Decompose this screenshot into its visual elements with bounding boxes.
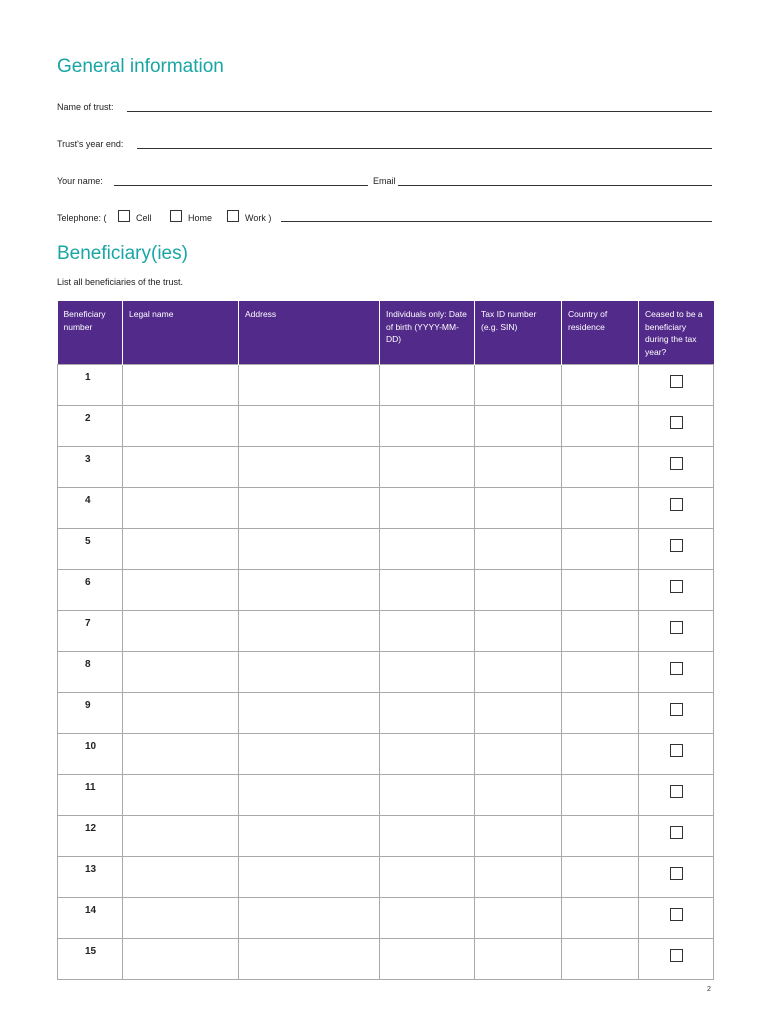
table-row xyxy=(58,446,714,487)
date-of-birth-cell[interactable] xyxy=(380,815,475,856)
table-row xyxy=(58,651,714,692)
beneficiary-number-cell: 10 xyxy=(58,733,123,774)
country-cell[interactable] xyxy=(562,897,639,938)
table-row xyxy=(58,815,714,856)
legal-name-cell[interactable] xyxy=(123,856,239,897)
legal-name-cell[interactable] xyxy=(123,938,239,979)
legal-name-cell[interactable] xyxy=(123,897,239,938)
beneficiary-number-cell: 3 xyxy=(58,446,123,487)
address-cell[interactable] xyxy=(239,610,380,651)
cell-label: Cell xyxy=(136,213,152,223)
ceased-cell xyxy=(639,446,714,487)
tax-id-cell[interactable] xyxy=(475,487,562,528)
date-of-birth-cell[interactable] xyxy=(380,897,475,938)
ceased-cell xyxy=(639,610,714,651)
date-of-birth-cell[interactable] xyxy=(380,528,475,569)
ceased-cell xyxy=(639,938,714,979)
legal-name-cell[interactable] xyxy=(123,446,239,487)
column-header-date-of-birth: Individuals only: Date of birth (YYYY-MM-DD) xyxy=(380,301,475,364)
telephone-field[interactable] xyxy=(281,221,712,222)
tax-id-cell[interactable] xyxy=(475,528,562,569)
legal-name-cell[interactable] xyxy=(123,487,239,528)
date-of-birth-cell[interactable] xyxy=(380,405,475,446)
address-cell[interactable] xyxy=(239,733,380,774)
date-of-birth-cell[interactable] xyxy=(380,364,475,405)
work-checkbox[interactable] xyxy=(227,210,239,222)
address-cell[interactable] xyxy=(239,364,380,405)
work-label: Work ) xyxy=(245,213,272,223)
tax-id-cell[interactable] xyxy=(475,405,562,446)
address-cell[interactable] xyxy=(239,774,380,815)
ceased-cell xyxy=(639,569,714,610)
ceased-cell xyxy=(639,815,714,856)
ceased-cell xyxy=(639,651,714,692)
country-cell[interactable] xyxy=(562,651,639,692)
legal-name-cell[interactable] xyxy=(123,610,239,651)
table-row xyxy=(58,569,714,610)
table-row xyxy=(58,692,714,733)
home-label: Home xyxy=(188,213,213,223)
country-cell[interactable] xyxy=(562,364,639,405)
column-header-ceased: Ceased to be a beneficiary during the tax year? xyxy=(639,301,714,364)
address-cell[interactable] xyxy=(239,487,380,528)
ceased-checkbox[interactable] xyxy=(670,826,683,839)
date-of-birth-cell[interactable] xyxy=(380,856,475,897)
ceased-checkbox[interactable] xyxy=(670,416,683,429)
legal-name-cell[interactable] xyxy=(123,528,239,569)
address-cell[interactable] xyxy=(239,446,380,487)
beneficiary-number-cell: 4 xyxy=(58,487,123,528)
legal-name-cell[interactable] xyxy=(123,692,239,733)
ceased-checkbox[interactable] xyxy=(670,867,683,880)
address-cell[interactable] xyxy=(239,856,380,897)
table-row xyxy=(58,897,714,938)
address-cell[interactable] xyxy=(239,651,380,692)
ceased-checkbox[interactable] xyxy=(670,744,683,757)
table-row xyxy=(58,938,714,979)
country-cell[interactable] xyxy=(562,528,639,569)
tax-id-cell[interactable] xyxy=(475,610,562,651)
ceased-checkbox[interactable] xyxy=(670,703,683,716)
legal-name-cell[interactable] xyxy=(123,569,239,610)
date-of-birth-cell[interactable] xyxy=(380,774,475,815)
address-cell[interactable] xyxy=(239,938,380,979)
beneficiaries-instructions: List all beneficiaries of the trust. xyxy=(57,277,184,287)
ceased-cell xyxy=(639,856,714,897)
country-cell[interactable] xyxy=(562,610,639,651)
beneficiary-number-cell: 14 xyxy=(58,897,123,938)
date-of-birth-cell[interactable] xyxy=(380,651,475,692)
address-cell[interactable] xyxy=(239,692,380,733)
country-cell[interactable] xyxy=(562,569,639,610)
tax-id-cell[interactable] xyxy=(475,364,562,405)
tax-id-cell[interactable] xyxy=(475,815,562,856)
legal-name-cell[interactable] xyxy=(123,733,239,774)
table-header-row xyxy=(58,301,714,364)
table-row xyxy=(58,487,714,528)
tax-id-cell[interactable] xyxy=(475,446,562,487)
date-of-birth-cell[interactable] xyxy=(380,692,475,733)
beneficiary-number-cell: 5 xyxy=(58,528,123,569)
beneficiary-number-cell: 9 xyxy=(58,692,123,733)
name-of-trust-label: Name of trust: xyxy=(57,102,114,112)
ceased-checkbox[interactable] xyxy=(670,375,683,388)
date-of-birth-cell[interactable] xyxy=(380,487,475,528)
tax-id-cell[interactable] xyxy=(475,692,562,733)
tax-id-cell[interactable] xyxy=(475,774,562,815)
ceased-cell xyxy=(639,364,714,405)
address-cell[interactable] xyxy=(239,528,380,569)
column-header-country: Country of residence xyxy=(562,301,639,364)
country-cell[interactable] xyxy=(562,733,639,774)
address-cell[interactable] xyxy=(239,815,380,856)
country-cell[interactable] xyxy=(562,815,639,856)
trust-year-end-label: Trust's year end: xyxy=(57,139,124,149)
ceased-cell xyxy=(639,528,714,569)
table-row xyxy=(58,733,714,774)
beneficiary-number-cell: 2 xyxy=(58,405,123,446)
legal-name-cell[interactable] xyxy=(123,815,239,856)
beneficiary-number-cell: 11 xyxy=(58,774,123,815)
address-cell[interactable] xyxy=(239,897,380,938)
ceased-cell xyxy=(639,487,714,528)
table-row xyxy=(58,405,714,446)
ceased-checkbox[interactable] xyxy=(670,785,683,798)
date-of-birth-cell[interactable] xyxy=(380,938,475,979)
email-field[interactable] xyxy=(398,185,712,186)
home-checkbox[interactable] xyxy=(170,210,182,222)
legal-name-cell[interactable] xyxy=(123,364,239,405)
column-header-beneficiary-number: Beneficiary number xyxy=(58,301,123,364)
ceased-checkbox[interactable] xyxy=(670,908,683,921)
table-row xyxy=(58,364,714,405)
ceased-cell xyxy=(639,733,714,774)
ceased-checkbox[interactable] xyxy=(670,539,683,552)
general-information-heading: General information xyxy=(57,56,224,77)
legal-name-cell[interactable] xyxy=(123,774,239,815)
country-cell[interactable] xyxy=(562,405,639,446)
country-cell[interactable] xyxy=(562,692,639,733)
ceased-cell xyxy=(639,774,714,815)
country-cell[interactable] xyxy=(562,487,639,528)
your-name-field[interactable] xyxy=(114,185,368,186)
email-label: Email xyxy=(373,176,396,186)
beneficiary-number-cell: 13 xyxy=(58,856,123,897)
beneficiary-number-cell: 1 xyxy=(58,364,123,405)
beneficiaries-table xyxy=(57,301,714,980)
ceased-checkbox[interactable] xyxy=(670,457,683,470)
ceased-checkbox[interactable] xyxy=(670,662,683,675)
tax-id-cell[interactable] xyxy=(475,733,562,774)
ceased-cell xyxy=(639,405,714,446)
country-cell[interactable] xyxy=(562,446,639,487)
table-row xyxy=(58,528,714,569)
cell-checkbox[interactable] xyxy=(118,210,130,222)
date-of-birth-cell[interactable] xyxy=(380,569,475,610)
table-row xyxy=(58,774,714,815)
tax-id-cell[interactable] xyxy=(475,938,562,979)
beneficiary-number-cell: 15 xyxy=(58,938,123,979)
tax-id-cell[interactable] xyxy=(475,651,562,692)
name-of-trust-field[interactable] xyxy=(127,111,712,112)
tax-id-cell[interactable] xyxy=(475,856,562,897)
date-of-birth-cell[interactable] xyxy=(380,446,475,487)
date-of-birth-cell[interactable] xyxy=(380,610,475,651)
beneficiary-number-cell: 12 xyxy=(58,815,123,856)
column-header-address: Address xyxy=(239,301,380,364)
beneficiary-number-cell: 7 xyxy=(58,610,123,651)
beneficiaries-heading: Beneficiary(ies) xyxy=(57,243,188,264)
table-row xyxy=(58,610,714,651)
ceased-checkbox[interactable] xyxy=(670,580,683,593)
trust-year-end-field[interactable] xyxy=(137,148,712,149)
tax-id-cell[interactable] xyxy=(475,569,562,610)
date-of-birth-cell[interactable] xyxy=(380,733,475,774)
tax-id-cell[interactable] xyxy=(475,897,562,938)
address-cell[interactable] xyxy=(239,405,380,446)
ceased-checkbox[interactable] xyxy=(670,621,683,634)
address-cell[interactable] xyxy=(239,569,380,610)
beneficiary-number-cell: 6 xyxy=(58,569,123,610)
legal-name-cell[interactable] xyxy=(123,651,239,692)
ceased-checkbox[interactable] xyxy=(670,498,683,511)
column-header-legal-name: Legal name xyxy=(123,301,239,364)
beneficiary-number-cell: 8 xyxy=(58,651,123,692)
ceased-cell xyxy=(639,692,714,733)
telephone-label: Telephone: ( xyxy=(57,213,107,223)
ceased-cell xyxy=(639,897,714,938)
column-header-tax-id: Tax ID number (e.g. SIN) xyxy=(475,301,562,364)
table-row xyxy=(58,856,714,897)
country-cell[interactable] xyxy=(562,856,639,897)
your-name-label: Your name: xyxy=(57,176,103,186)
country-cell[interactable] xyxy=(562,774,639,815)
legal-name-cell[interactable] xyxy=(123,405,239,446)
country-cell[interactable] xyxy=(562,938,639,979)
ceased-checkbox[interactable] xyxy=(670,949,683,962)
page-number: 2 xyxy=(707,986,711,993)
